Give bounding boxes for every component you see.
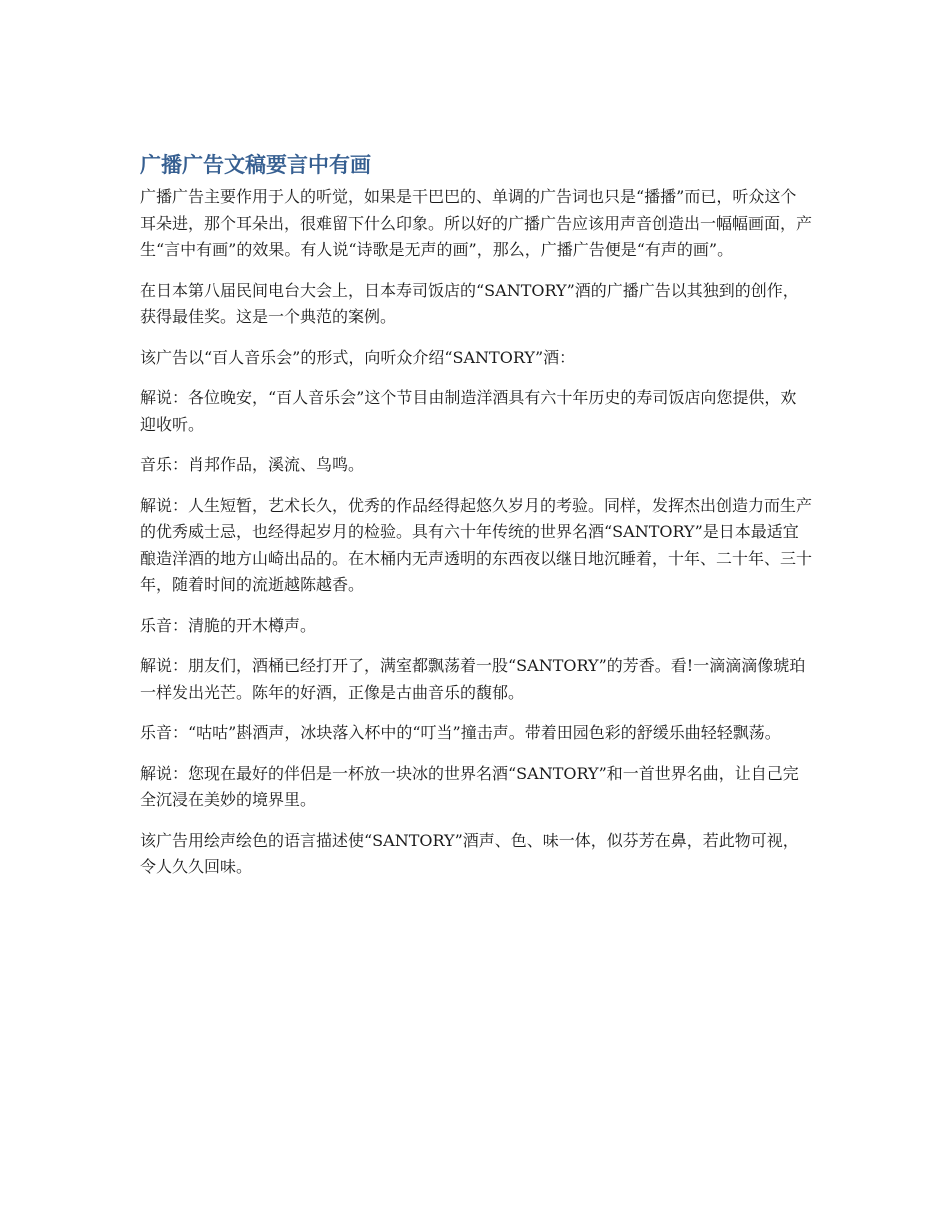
paragraph-sound-1: 乐音：清脆的开木樽声。 bbox=[140, 615, 317, 635]
paragraph-intro: 广播广告主要作用于人的听觉，如果是干巴巴的、单调的广告词也只是“播播”而已，听众这个耳朵进，那个耳朵出，很难留下什么印象。所以好的广播广告应该用声音创造出一幅幅画面，产生“言中有画”的效果。有人说“诗歌是无声的画”，那么，广播广告便是“有声的画”。 bbox=[140, 187, 813, 259]
paragraph-narration-1: 解说：各位晚安，“百人音乐会”这个节目由制造洋酒具有六十年历史的寿司饭店向您提供，欢迎收听。 bbox=[140, 388, 797, 434]
paragraph-sound-2: 乐音：“咕咕”斟酒声，冰块落入杯中的“叮当”撞击声。带着田园色彩的舒缓乐曲轻轻飘荡。 bbox=[140, 723, 781, 742]
paragraph-conclusion: 该广告用绘声绘色的语言描述使“SANTORY”酒声、色、味一体，似芬芳在鼻，若此物可视，令人久久回味。 bbox=[140, 830, 799, 876]
paragraph-award: 在日本第八届民间电台大会上，日本寿司饭店的“SANTORY”酒的广播广告以其独到的创作，获得最佳奖。这是一个典范的案例。 bbox=[140, 280, 799, 326]
document-page bbox=[140, 150, 812, 895]
paragraph-format: 该广告以“百人音乐会”的形式，向听众介绍“SANTORY”酒： bbox=[140, 347, 576, 367]
paragraph-narration-2: 解说：人生短暂，艺术长久，优秀的作品经得起悠久岁月的考验。同样，发挥杰出创造力而生产的优秀威士忌，也经得起岁月的检验。具有六十年传统的世界名酒“SANTORY”是日本最适宜酿造洋酒的地方山崎出品的。在木桶内无声透明的东西夜以继日地沉睡着，十年、二十年、三十年，随着时间的流逝越陈越香。 bbox=[140, 495, 813, 594]
paragraph-narration-4: 解说：您现在最好的伴侣是一杯放一块冰的世界名酒“SANTORY”和一首世界名曲，让自己完全沉浸在美妙的境界里。 bbox=[140, 763, 799, 809]
paragraph-music-1: 音乐：肖邦作品，溪流、鸟鸣。 bbox=[140, 455, 365, 474]
document-title: 广播广告文稿要言中有画 bbox=[140, 153, 371, 177]
paragraph-narration-3: 解说：朋友们，酒桶已经打开了，满室都飘荡着一股“SANTORY”的芳香。看!一滴滴滴像琥珀一样发出光芒。陈年的好酒，正像是古曲音乐的馥郁。 bbox=[140, 656, 806, 702]
